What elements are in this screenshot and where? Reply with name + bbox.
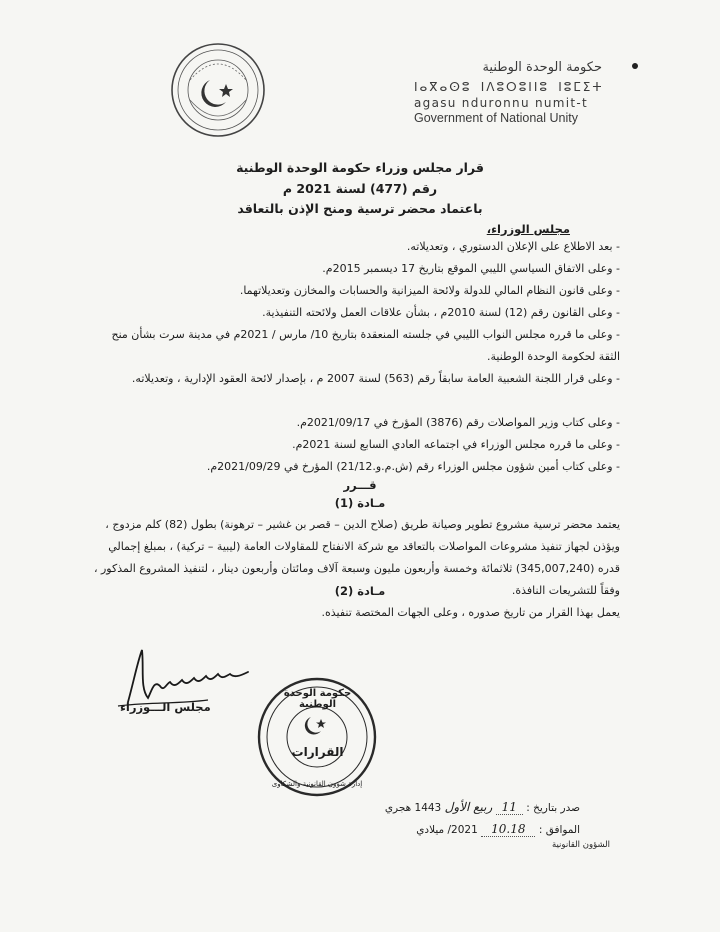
- recital-item: - وعلى الاتفاق السياسي الليبي الموقع بتاريخ 17 ديسمبر 2015م.: [322, 262, 620, 275]
- article-2-title: مـادة (2): [334, 584, 386, 598]
- header-arabic: حكومة الوحدة الوطنية: [482, 60, 602, 75]
- decision-subject: باعتماد محضر ترسية ومنح الإذن بالتعاقد: [237, 201, 483, 216]
- header-tifinagh: ⵏⴰⴳⴰⵙⵓ ⵏⴷⵓⵔⵓⵏⵏⵓ ⵏⵓⵎⵉⵜ: [414, 80, 604, 94]
- header-english: Government of National Unity: [414, 111, 578, 125]
- government-emblem-icon: [168, 40, 268, 140]
- stamp-bottom-text: إدارة شؤون القانونية والشكاوى: [271, 780, 363, 788]
- article-1-title: مـادة (1): [334, 496, 386, 510]
- council-heading: مجلس الوزراء،: [486, 222, 570, 236]
- article-1-text: يعتمد محضر ترسية مشروع تطوير وصيانة طريق (صلاح الدين – قصر بن غشير – ترهونة) بطول (82) كلم مزدوج ، ويؤذن لجهاز تنفيذ مشروعات المواصلات بالتعاقد مع شركة الانفتاح للمقاولات العامة (ليبية – تركية) ، بمبلغ إجمالي قدره (345,007,240) ثلاثمائة وخمسة وأربعون مليون وسبعة آلاف ومائتان وأربعون دينار ، لتنفيذ المشروع المذكور ، وفقاً للتشريعات النافذة.: [93, 518, 620, 597]
- issued-date-row: [330, 800, 580, 815]
- signature-label: مجلس الـــوزراء: [120, 700, 211, 714]
- recital-item: - وعلى قانون النظام المالي للدولة ولائحة الميزانية والحسابات والمخازن وتعديلاتهما.: [239, 284, 620, 297]
- hijri-month: ربيع الأول: [444, 800, 493, 814]
- header-amazigh-latin: agasu nduronnu numit-t: [414, 96, 589, 110]
- stamp-center-text: القرارات: [291, 745, 344, 759]
- issued-label: صدر بتاريخ :: [526, 802, 580, 814]
- recital-item: - وعلى القانون رقم (12) لسنة 2010م ، بشأن علاقات العمل ولائحته التنفيذية.: [262, 306, 620, 319]
- hijri-day: 11: [496, 800, 523, 815]
- corresponding-date-row: [330, 822, 580, 837]
- decision-title: قرار مجلس وزراء حكومة الوحدة الوطنية: [236, 160, 484, 175]
- legal-reference: الشؤون القانونية: [551, 840, 610, 850]
- gregorian-year: 2021/ ميلادي: [416, 824, 478, 836]
- article-2-text: يعمل بهذا القرار من تاريخ صدوره ، وعلى الجهات المختصة تنفيذه.: [321, 606, 620, 619]
- recital-item: - وعلى ما قرره مجلس الوزراء في اجتماعه العادي السابع لسنة 2021م.: [292, 438, 620, 451]
- stamp-outer-text: حكومة الوحدة الوطنية: [283, 688, 352, 710]
- decision-number: رقم (477) لسنة 2021 م: [282, 181, 438, 196]
- decided-heading: قـــرر: [343, 478, 377, 492]
- recital-item: - وعلى كتاب أمين شؤون مجلس الوزراء رقم (ش.م.و.21/12) المؤرخ في 2021/09/29م.: [206, 460, 620, 473]
- recital-item: - وعلى قرار اللجنة الشعبية العامة سابقاً رقم (563) لسنة 2007 م ، بإصدار لائحة العقود الإدارية ، وتعديلاته.: [131, 372, 620, 385]
- recital-item: - وعلى كتاب وزير المواصلات رقم (3876) المؤرخ في 2021/09/17م.: [296, 416, 620, 429]
- corner-dot: [632, 63, 638, 69]
- hijri-year: 1443 هجري: [384, 802, 442, 814]
- corresponding-label: الموافق :: [538, 824, 580, 836]
- gregorian-date: 10.18: [481, 822, 535, 837]
- recital-item: - بعد الاطلاع على الإعلان الدستوري ، وتعديلاته.: [406, 240, 620, 253]
- recital-item: - وعلى ما قرره مجلس النواب الليبي في جلسته المنعقدة بتاريخ 10/ مارس / 2021م في مدينة سرت بشأن منح الثقة لحكومة الوحدة الوطنية.: [111, 328, 620, 363]
